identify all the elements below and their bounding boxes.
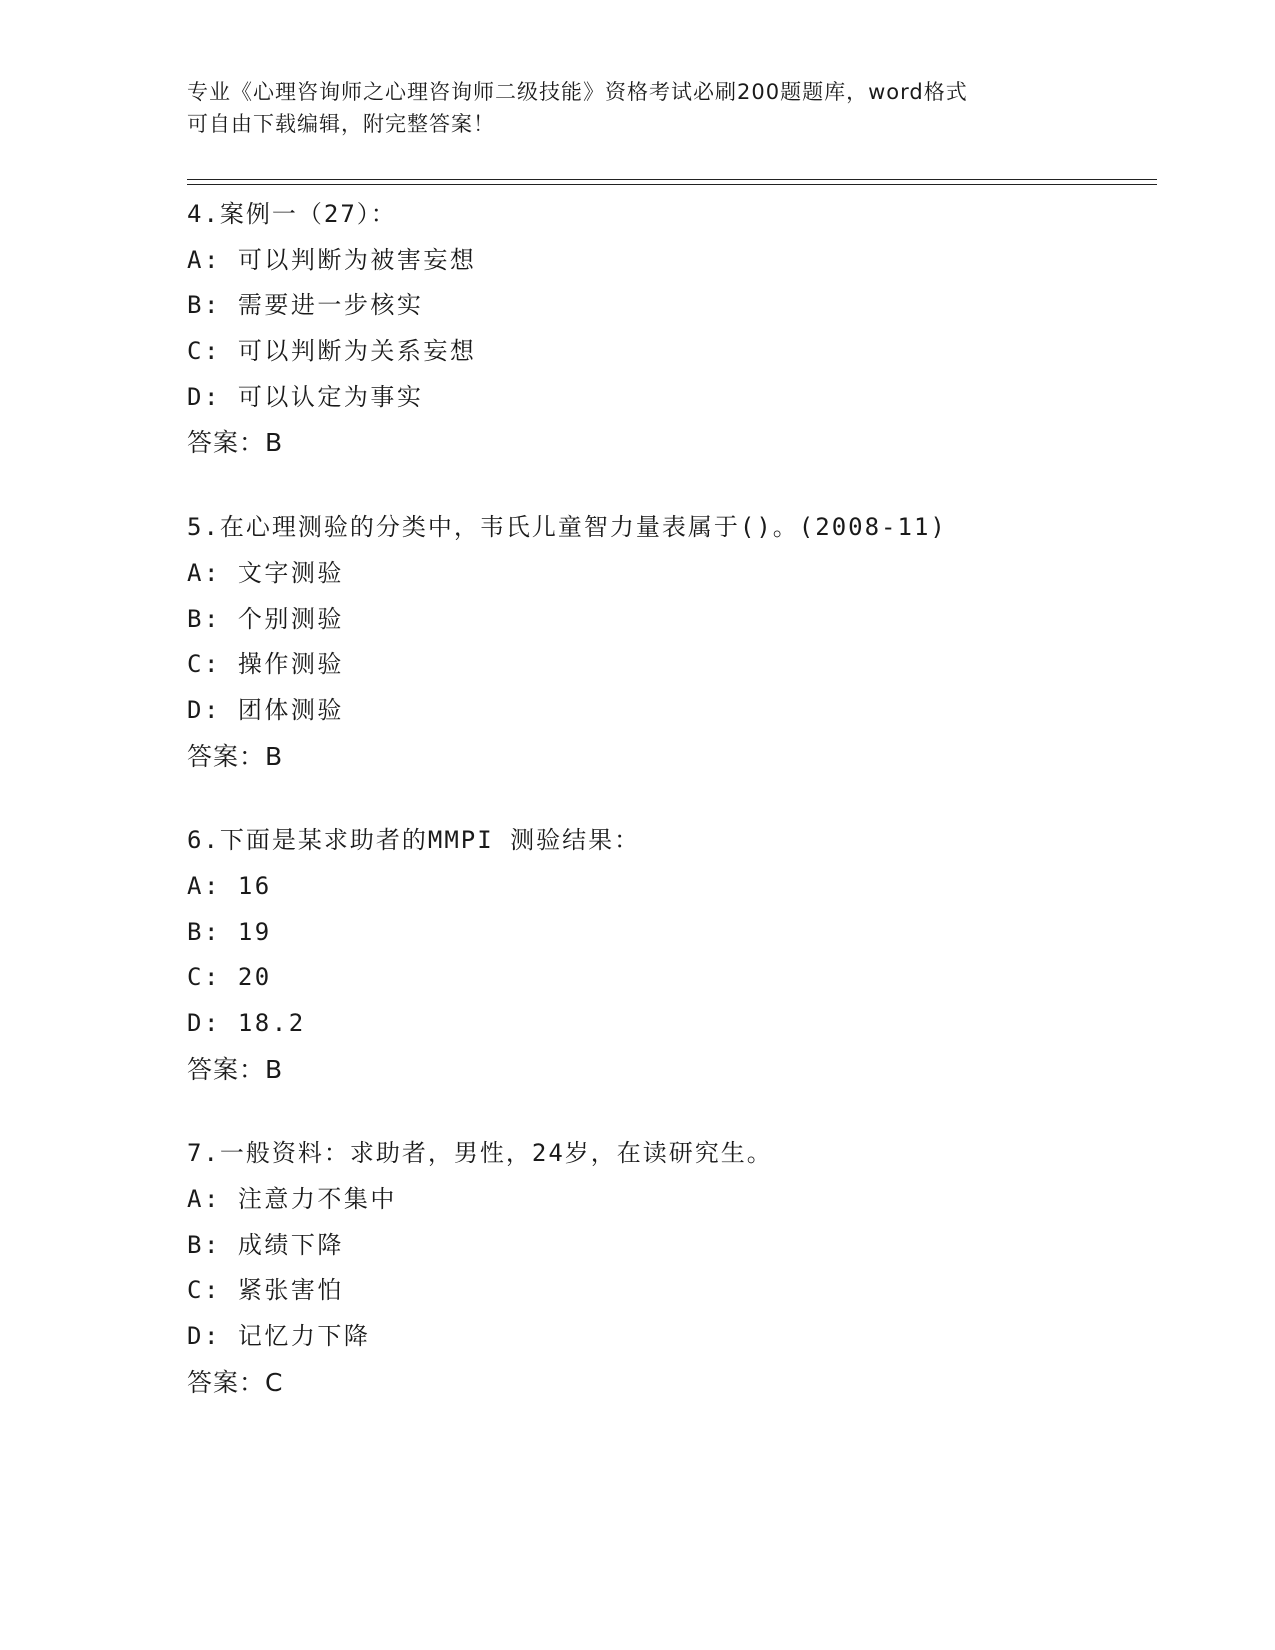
option-c: C: 可以判断为关系妄想 [187, 337, 477, 366]
option-b: B: 个别测验 [187, 604, 344, 633]
question-5 [187, 505, 1157, 779]
option-a: A: 注意力不集中 [187, 1185, 397, 1214]
option-c: C: 20 [187, 963, 272, 992]
header-line-2: 可自由下载编辑，附完整答案！ [187, 112, 495, 136]
answer-line: 答案：B [187, 741, 284, 771]
option-c: C: 操作测验 [187, 650, 344, 679]
answer-line: 答案：B [187, 428, 284, 458]
question-title: 7.一般资料：求助者，男性，24岁，在读研究生。 [187, 1139, 773, 1168]
option-c: C: 紧张害怕 [187, 1276, 344, 1305]
question-title: 5.在心理测验的分类中，韦氏儿童智力量表属于()。(2008-11) [187, 513, 947, 542]
option-b: B: 19 [187, 917, 272, 946]
question-title: 6.下面是某求助者的MMPI 测验结果： [187, 826, 641, 855]
option-a: A: 16 [187, 871, 272, 900]
question-list [187, 192, 1157, 1445]
option-d: D: 18.2 [187, 1009, 306, 1037]
question-title: 4.案例一（27）： [187, 200, 397, 228]
answer-line: 答案：C [187, 1367, 284, 1397]
option-a: A: 文字测验 [187, 558, 344, 587]
option-a: A: 可以判断为被害妄想 [187, 245, 477, 274]
answer-line: 答案：B [187, 1054, 284, 1084]
question-4 [187, 192, 1157, 466]
option-d: D: 记忆力下降 [187, 1322, 371, 1351]
option-b: B: 需要进一步核实 [187, 291, 424, 320]
header-line-1: 专业《心理咨询师之心理咨询师二级技能》资格考试必刷200题题库，word格式 [187, 80, 968, 104]
option-d: D: 可以认定为事实 [187, 382, 424, 411]
option-b: B: 成绩下降 [187, 1230, 344, 1259]
header-divider-top [187, 179, 1157, 180]
question-7 [187, 1131, 1157, 1405]
option-d: D: 团体测验 [187, 695, 344, 724]
document-header [187, 76, 1087, 140]
question-6 [187, 818, 1157, 1092]
header-divider-bottom [187, 184, 1157, 185]
